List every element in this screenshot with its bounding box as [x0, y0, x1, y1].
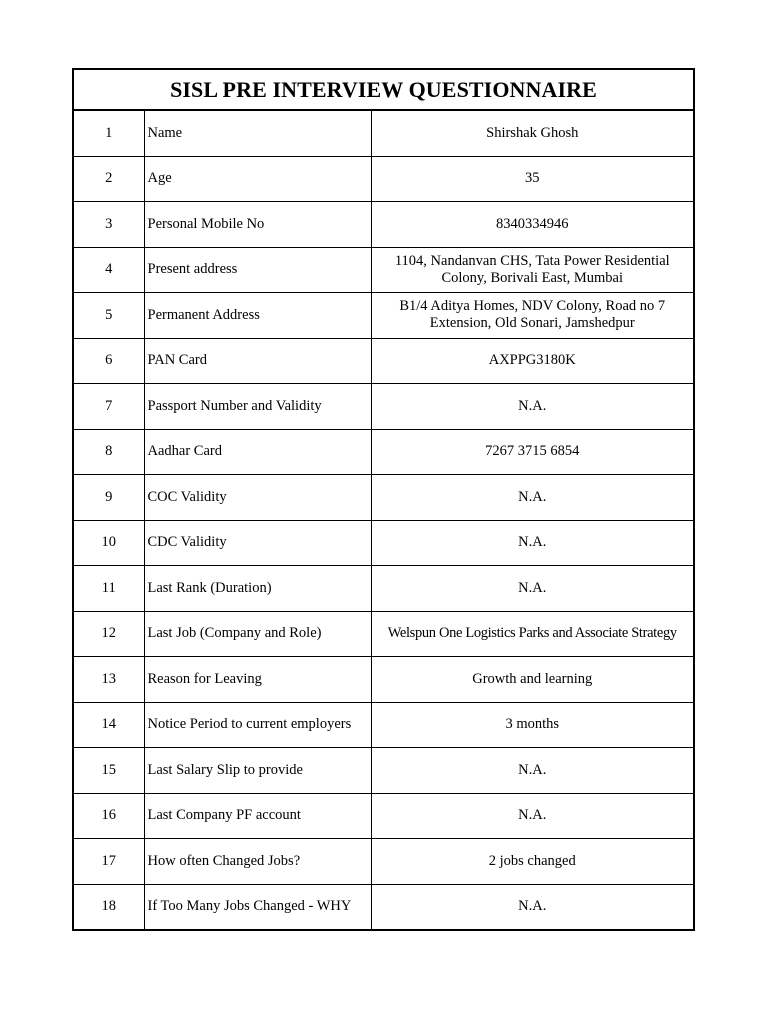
row-number: 16 — [73, 793, 144, 839]
row-label: Notice Period to current employers — [144, 702, 371, 748]
row-number: 10 — [73, 520, 144, 566]
row-label: If Too Many Jobs Changed - WHY — [144, 884, 371, 930]
row-label: Personal Mobile No — [144, 202, 371, 248]
row-label: Present address — [144, 247, 371, 293]
row-value: N.A. — [371, 566, 694, 612]
row-number: 18 — [73, 884, 144, 930]
row-number: 17 — [73, 839, 144, 885]
row-number: 15 — [73, 748, 144, 794]
row-value: 2 jobs changed — [371, 839, 694, 885]
table-row — [73, 657, 694, 703]
row-value: 1104, Nandanvan CHS, Tata Power Residential Colony, Borivali East, Mumbai — [371, 247, 694, 293]
row-value: N.A. — [371, 884, 694, 930]
row-value: N.A. — [371, 748, 694, 794]
row-number: 11 — [73, 566, 144, 612]
row-label: Last Salary Slip to provide — [144, 748, 371, 794]
row-label: Name — [144, 110, 371, 156]
table-row — [73, 702, 694, 748]
row-number: 5 — [73, 293, 144, 339]
row-value: 35 — [371, 156, 694, 202]
row-number: 7 — [73, 384, 144, 430]
row-label: PAN Card — [144, 338, 371, 384]
table-row — [73, 566, 694, 612]
row-value: 7267 3715 6854 — [371, 429, 694, 475]
row-number: 8 — [73, 429, 144, 475]
row-number: 4 — [73, 247, 144, 293]
table-row — [73, 748, 694, 794]
title-row — [73, 69, 694, 110]
row-number: 1 — [73, 110, 144, 156]
row-label: Age — [144, 156, 371, 202]
row-label: How often Changed Jobs? — [144, 839, 371, 885]
row-label: Aadhar Card — [144, 429, 371, 475]
table-row — [73, 293, 694, 339]
row-value: Growth and learning — [371, 657, 694, 703]
row-value: B1/4 Aditya Homes, NDV Colony, Road no 7 Extension, Old Sonari, Jamshedpur — [371, 293, 694, 339]
questionnaire-table — [72, 68, 695, 931]
table-row — [73, 202, 694, 248]
row-number: 14 — [73, 702, 144, 748]
table-row — [73, 429, 694, 475]
row-value: N.A. — [371, 475, 694, 521]
row-number: 9 — [73, 475, 144, 521]
row-label: Last Job (Company and Role) — [144, 611, 371, 657]
table-row — [73, 338, 694, 384]
row-label: Last Company PF account — [144, 793, 371, 839]
table-row — [73, 475, 694, 521]
row-value: 8340334946 — [371, 202, 694, 248]
row-label: Reason for Leaving — [144, 657, 371, 703]
row-value: N.A. — [371, 793, 694, 839]
row-number: 12 — [73, 611, 144, 657]
table-row — [73, 156, 694, 202]
row-label: COC Validity — [144, 475, 371, 521]
row-value: 3 months — [371, 702, 694, 748]
row-number: 13 — [73, 657, 144, 703]
row-label: CDC Validity — [144, 520, 371, 566]
row-number: 2 — [73, 156, 144, 202]
row-number: 6 — [73, 338, 144, 384]
row-value: Welspun One Logistics Parks and Associate Strategy — [371, 611, 694, 657]
table-row — [73, 611, 694, 657]
table-row — [73, 520, 694, 566]
row-value: Shirshak Ghosh — [371, 110, 694, 156]
table-row — [73, 839, 694, 885]
row-value: AXPPG3180K — [371, 338, 694, 384]
table-row — [73, 247, 694, 293]
row-label: Permanent Address — [144, 293, 371, 339]
row-number: 3 — [73, 202, 144, 248]
table-row — [73, 793, 694, 839]
table-row — [73, 384, 694, 430]
row-value: N.A. — [371, 384, 694, 430]
table-row — [73, 110, 694, 156]
document-title: SISL PRE INTERVIEW QUESTIONNAIRE — [73, 69, 694, 110]
row-label: Last Rank (Duration) — [144, 566, 371, 612]
row-value: N.A. — [371, 520, 694, 566]
row-label: Passport Number and Validity — [144, 384, 371, 430]
table-row — [73, 884, 694, 930]
